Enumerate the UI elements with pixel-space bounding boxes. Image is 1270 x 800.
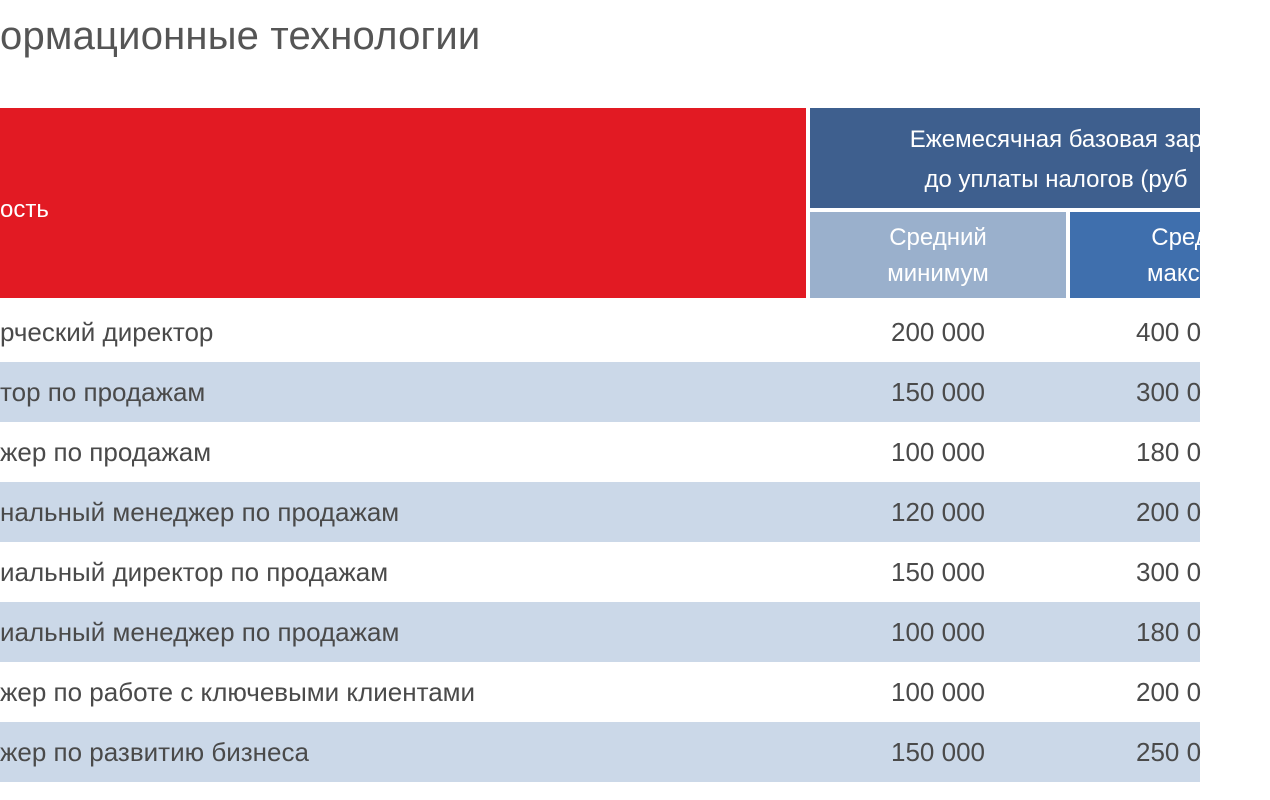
min-header-line-2: минимум [887, 260, 989, 287]
position-cell: жер по развитию бизнеса [0, 737, 309, 767]
max-header-text [1090, 220, 1270, 292]
position-cell: тор по продажам [0, 377, 206, 407]
table-row [0, 602, 1200, 662]
position-cell: жер по работе с ключевыми клиентами [0, 677, 476, 707]
min-salary-cell: 120 000 [891, 497, 985, 527]
max-salary-cell: 250 0 [1136, 737, 1202, 767]
position-header-label: ость [0, 196, 49, 223]
table-row [0, 482, 1200, 542]
max-header-line-1: Сред [1151, 224, 1209, 251]
table-row [0, 722, 1200, 782]
position-cell: иальный менеджер по продажам [0, 617, 400, 647]
position-cell: нальный менеджер по продажам [0, 497, 400, 527]
max-salary-cell: 200 0 [1136, 677, 1202, 707]
position-cell: иальный директор по продажам [0, 557, 389, 587]
table-body [0, 302, 1200, 782]
max-salary-cell: 300 0 [1136, 377, 1202, 407]
max-column-header [1070, 212, 1214, 298]
min-salary-cell: 100 000 [891, 437, 985, 467]
min-header-line-1: Средний [889, 224, 987, 251]
salary-group-line-2: до уплаты налогов (руб [924, 166, 1188, 193]
min-salary-cell: 100 000 [891, 677, 985, 707]
min-salary-cell: 150 000 [891, 737, 985, 767]
table-row [0, 302, 1200, 362]
position-cell: жер по продажам [0, 437, 212, 467]
min-salary-cell: 200 000 [891, 317, 985, 347]
salary-group-header-text [846, 120, 1266, 200]
salary-group-header [810, 108, 1203, 208]
table-row [0, 362, 1200, 422]
min-salary-cell: 150 000 [891, 557, 985, 587]
min-salary-cell: 100 000 [891, 617, 985, 647]
page-title: ормационные технологии [0, 14, 481, 58]
min-column-header [810, 212, 1066, 298]
position-cell: рческий директор [0, 317, 214, 347]
min-header-text [810, 220, 1066, 292]
max-salary-cell: 200 0 [1136, 497, 1202, 527]
min-salary-cell: 150 000 [891, 377, 985, 407]
max-header-line-2: макси [1146, 260, 1214, 287]
table-row [0, 422, 1200, 482]
position-column-header [0, 108, 806, 298]
salary-group-line-1: Ежемесячная базовая зар [909, 126, 1203, 153]
table-row [0, 662, 1200, 722]
table-row [0, 542, 1200, 602]
max-salary-cell: 300 0 [1136, 557, 1202, 587]
max-salary-cell: 180 0 [1136, 617, 1202, 647]
max-salary-cell: 400 0 [1136, 317, 1202, 347]
max-salary-cell: 180 0 [1136, 437, 1202, 467]
